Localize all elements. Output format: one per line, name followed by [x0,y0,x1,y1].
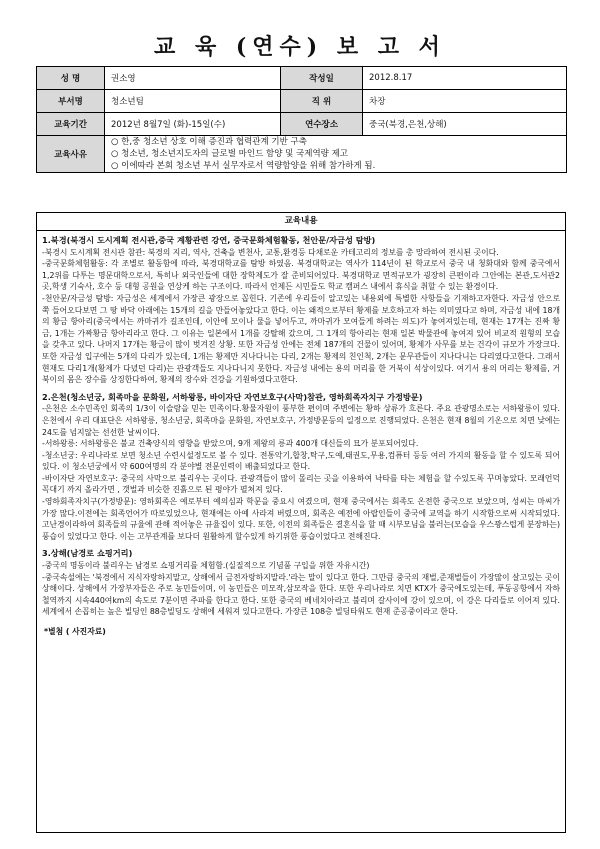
reason-label: 교육사유 [37,136,105,173]
rank-value: 차장 [363,90,567,113]
paragraph: -바이자단 자연보호구: 중국의 사막으로 불리우는 곳이다. 관광객들이 많이 몰리는 곳을 이용하여 낙타를 타는 체험을 할 수있도록 꾸며놓았다. 모래언덕꼭대기 까지 올라가면 , 갯벌과 비슷한 진흙으로 된 평야가 펼쳐져 있다. [42,473,560,495]
paragraph: -영하회족자치구(가정방문): 영하회족은 예로부터 예의심과 학문을 중요시 여겼으며, 현재 중국에서는 회족도 온전한 중국으로 보았으며, 성씨는 마씨가 가장 많다.이전에는 회족언어가 따로있었으나, 현재에는 아예 사라져 버렸으며, 회족은 예전에 아랍인들이 중국에 교역을 하기 시작함으로써 시작되었다. 고난경이라하여 회족들의 규율에 관해 적어놓은 규율집이 있다. 또한, 이전의 회족들은 결혼식을 할 때 시부모님을 불러는(모습을 우스꽝스럽게 분장하는) 풍습이 있었다고 한다. 이는 고부관계를 보다더 원활하게 할수있게 하기위한 풍습이었다고 전해진다. [42,497,560,541]
goal-item: ○ 이에따라 본회 청소년 부서 실무자로서 역량함양을 위해 참가하게 됨. [111,161,376,171]
date-label: 작성일 [281,67,363,90]
goal-item: ○ 청소년, 청소년지도자의 글로벌 마인드 함양 및 국제역량 제고 [111,149,349,159]
report-title: 교 육 (연수) 보 고 서 [154,34,446,60]
dept-label: 부서명 [37,90,105,113]
paragraph: -중국속설에는 '북경에서 지식자랑하지말고, 상해에서 금전자랑하지말라.'라는 말이 있다고 한다. 그만큼 중국의 재벌,준재벌들이 가장많이 살고있는 곳이 상해이다. 상해에서 가장부자들은 주로 농민들이며, 이 농민들은 미모작,삼모작을 한다. 또한 우리나라로 치면 KTX가 중국에도있는데, 푸동공항에서 자하철역까지 시속440여km의 속도로 7분이면 주파를 한다고 한다. 또한 중국의 베네치아라고 불리며 갈사이에 강이 있으며, 이 강은 다리들로 이어져 있다. 세계에서 손꼽히는 높은 빌딩인 88층빌딩도 상해에 세워져 있다고한다. 가장큰 108층 빌딩타워도 현재 준공중이라고 한다. [42,572,560,617]
place-label: 연수장소 [281,113,363,136]
paragraph: -청소년궁: 우리나라로 보면 청소년 수련시설정도로 볼 수 있다. 전통악기,합창,탁구,도예,태권도,무용,컴퓨터 등등 여러 가지의 활동을 할 수 있도록 되어있다. 이 청소년궁에서 약 600여명의 각 분야별 전문인력이 배출되었다고 한다. [42,450,560,472]
date-value: 2012.8.17 [363,67,567,90]
content-box [36,212,566,833]
name-label: 성 명 [37,67,105,90]
info-table [36,66,567,173]
period-value: 2012년 8월7일 (화)-15일(수) [105,113,281,136]
paragraph: -북경시 도시계획 전시관 참관: 북경의 지리, 역사, 건축을 변천사, 교통,환경등 다채로운 카테고리의 정보를 총 망라하여 전시된 곳이다. [42,247,499,257]
paragraph: -은천은 소수민족인 회족의 1/3이 이슬람을 믿는 민족이다.황물자원이 풍부한 편이며 주변에는 황하 상류가 흐른다. 주요 관광명소로는 서하왕릉이 있다. 은천에서 우리 대표단은 서하왕릉, 청소년궁, 회족마을 문화원, 자연보호구, 가정방문등의 일정으로 진행되었다. 은천은 현재 8월의 기온으로 치면 낮에는 24도를 넘지않는 선선한 날씨이다. [42,404,560,437]
dept-value: 청소년팀 [105,90,281,113]
goal-item: ○ 한,중 청소년 상호 이해 증진과 협력관계 기반 구축 [111,137,307,147]
section-heading: 2.은천(청소년궁, 회족마을 문화원, 서하왕릉, 바이자단 자연보호구(사막)참관, 영하회족자치구 가정방문) [42,391,423,402]
paragraph: -중국의 명동이라 불리우는 남경로 쇼핑거리를 체험함.(실질적으로 기념품 구입을 위한 자유시간) [42,561,370,571]
section-heading: 1.북경(북경시 도시계획 전시관,중국 계황관련 강연, 중국문화체험활동, 천안문/자금성 탐방) [42,235,376,245]
rank-label: 직 위 [281,90,363,113]
content-header: 교육내용 [37,213,565,231]
section-heading: 3.상해(남경로 쇼핑거리) [42,548,133,559]
paragraph: -중국문화체험활동: 각 조별로 활동함에 따라, 북경대학교를 탐방 하였음. 북경대학교는 역사가 114년이 된 학교로서 중국 내 청화대와 함께 중국에서 1,2위를 다투는 명문대학으로서, 특히나 외국인들에 대한 장학제도가 잘 준비되어있다. 북경대학교 면적규모가 굉장히 큰편이라 그안에는 본관,도서관2곳,학생 기숙사, 호수 등 대형 공원을 연상케 하는 구조이다. 따라서 언제든 시민들도 학교 캠퍼스 내에서 휴식을 취할 수 있는 환경이다. [42,259,560,292]
attachment-note: *별첨 ( 사진자료) [44,627,106,636]
content-body [37,231,565,638]
name-value: 권소영 [105,67,281,90]
place-value: 중국(북경,은천,상해) [363,113,567,136]
paragraph: -천안문/자금성 탐방: 자금성은 세계에서 가장큰 광장으로 꼽힌다. 기존에 우리들이 알고있는 내용외에 특별한 사항들을 기재하고자한다. 자금성 안으로 쭉 들어오다보면 그 땅 바닥 아래에는 15개의 길을 만들어놓았다고 한다. 이는 왜적으로부터 황제를 보호하고자 하는 의미였다고 하며, 자금성 내에 18개의 황금 항아리(중국에서는 까마귀가 길조인데, 이안에 모이나 물을 넣어두고, 까마귀가 모여들게 하려는 의도)가 놓여져있는데, 현재는 17개는 진짜 황금, 1개는 가짜황금 항아리라고 한다. 그 이유는 일본에서 1개를 강탈해 갔으며, 그 1개의 항아리는 현재 일본 박물관에 놓여져 있어 비교적 원형의 모습을 갖추고 있다. 나머지 17개는 황금이 많이 벗겨진 상황. 또한 자금성 안에는 전체 187개의 건물이 있어며, 황제가 사무를 보는 건각이 규모가 가장크다. 또한 자금성 입구에는 5개의 다리가 있는데, 1개는 황제만 지나다니는 다리, 2개는 황제의 친인척, 2개는 문무관들이 지나다니는 다리였다고한다. 그래서 현재도 다리1개(황제가 다녔던 다리)는 관광객들도 지나다니지 못한다. 자금성 내에는 용의 머리를 한 거북이 석상이있다. 여기서 용의 머리는 황제를, 거북이의 몸은 장수를 상징한다하여, 황제의 장수와 건강을 기원하였다고한다. [42,293,560,385]
goals-cell [105,136,567,173]
period-label: 교육기간 [37,113,105,136]
paragraph: -서하왕릉: 서하왕릉은 불교 건축양식의 영향을 받았으며, 9개 제왕의 릉과 400개 대신들의 묘가 분포되어있다. [42,439,419,449]
